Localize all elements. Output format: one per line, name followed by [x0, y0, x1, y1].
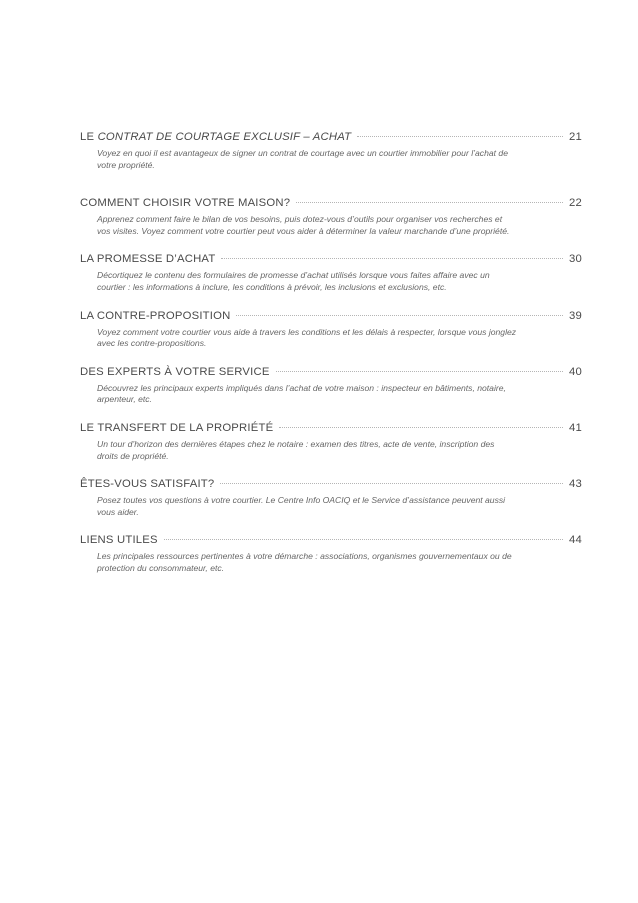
toc-entry-liens — [80, 533, 582, 574]
toc-entry-head — [80, 421, 582, 435]
toc-entry-description: Voyez en quoi il est avantageux de signer un contrat de courtage avec un courtier immobilier pour l’achat de votre propriété. — [97, 148, 508, 170]
toc-entry-transfert — [80, 421, 582, 462]
toc-entry-satisfait — [80, 477, 582, 518]
toc-entry-head — [80, 533, 582, 547]
toc-entry-experts — [80, 365, 582, 406]
toc-entry-description: Décortiquez le contenu des formulaires de promesse d’achat utilisés lorsque vous faites affaire avec un courtier : les informations à inclure, les conditions à prévoir, les inclusions et exclusions, etc. — [97, 270, 490, 292]
toc-entry-title[interactable]: COMMENT CHOISIR VOTRE MAISON? — [80, 197, 291, 210]
table-of-contents — [80, 130, 582, 575]
toc-entry-head — [80, 477, 582, 491]
toc-page-number: 43 — [569, 478, 582, 491]
toc-page-number: 21 — [569, 131, 582, 143]
toc-page-number: 39 — [569, 309, 582, 322]
toc-entry-choisir — [80, 196, 582, 237]
toc-entry-title[interactable]: LIENS UTILES — [80, 534, 158, 547]
toc-page-number: 22 — [569, 197, 582, 210]
toc-entry-description: Voyez comment votre courtier vous aide à travers les conditions et les délais à respecter, lorsque vous jonglez avec les contre-propositions. — [97, 326, 517, 349]
dot-leader — [220, 483, 563, 484]
dot-leader — [164, 539, 563, 540]
toc-entry-head — [80, 252, 582, 266]
dot-leader — [221, 258, 563, 259]
toc-entry-contre-proposition — [80, 309, 582, 350]
toc-entry-description: Un tour d’horizon des dernières étapes chez le notaire : examen des titres, acte de vente, inscription des droits de propriété. — [97, 438, 495, 461]
toc-entry-title[interactable]: LA CONTRE-PROPOSITION — [80, 309, 231, 322]
toc-entry-title[interactable]: LE CONTRAT DE COURTAGE EXCLUSIF – ACHAT — [80, 131, 352, 143]
dot-leader — [279, 427, 563, 428]
toc-entry-promesse — [80, 252, 582, 293]
dot-leader — [296, 202, 563, 203]
toc-entry-description: Découvrez les principaux experts impliqués dans l’achat de votre maison : inspecteur en bâtiments, notaire, arpenteur, etc. — [97, 382, 506, 405]
toc-page-number: 40 — [569, 365, 582, 378]
toc-entry-title[interactable]: LA PROMESSE D’ACHAT — [80, 253, 216, 266]
toc-entry-description: Posez toutes vos questions à votre courtier. Le Centre Info OACIQ et le Service d’assistance peuvent aussi vous aider. — [97, 495, 506, 517]
toc-entry-head — [80, 196, 582, 210]
toc-entry-contrat — [80, 130, 582, 171]
toc-page-number: 41 — [569, 421, 582, 434]
toc-entry-head — [80, 365, 582, 379]
dot-leader — [276, 371, 563, 372]
toc-entry-head — [80, 309, 582, 323]
toc-entry-description: Apprenez comment faire le bilan de vos besoins, puis dotez-vous d’outils pour organiser vos recherches et vos visites. Voyez comment votre courtier peut vous aider à déterminer la valeur marchande d’une propriété. — [97, 214, 510, 236]
toc-page-number: 44 — [569, 534, 582, 547]
dot-leader — [236, 315, 563, 316]
toc-entry-title[interactable]: DES EXPERTS À VOTRE SERVICE — [80, 365, 270, 378]
toc-entry-title[interactable]: LE TRANSFERT DE LA PROPRIÉTÉ — [80, 421, 274, 434]
toc-entry-head — [80, 130, 582, 144]
dot-leader — [357, 136, 563, 137]
toc-page-number: 30 — [569, 253, 582, 266]
toc-entry-title[interactable]: ÊTES-VOUS SATISFAIT? — [80, 478, 215, 491]
toc-entry-description: Les principales ressources pertinentes à votre démarche : associations, organismes gouvernementaux ou de protection du consommateur, etc. — [97, 551, 512, 573]
